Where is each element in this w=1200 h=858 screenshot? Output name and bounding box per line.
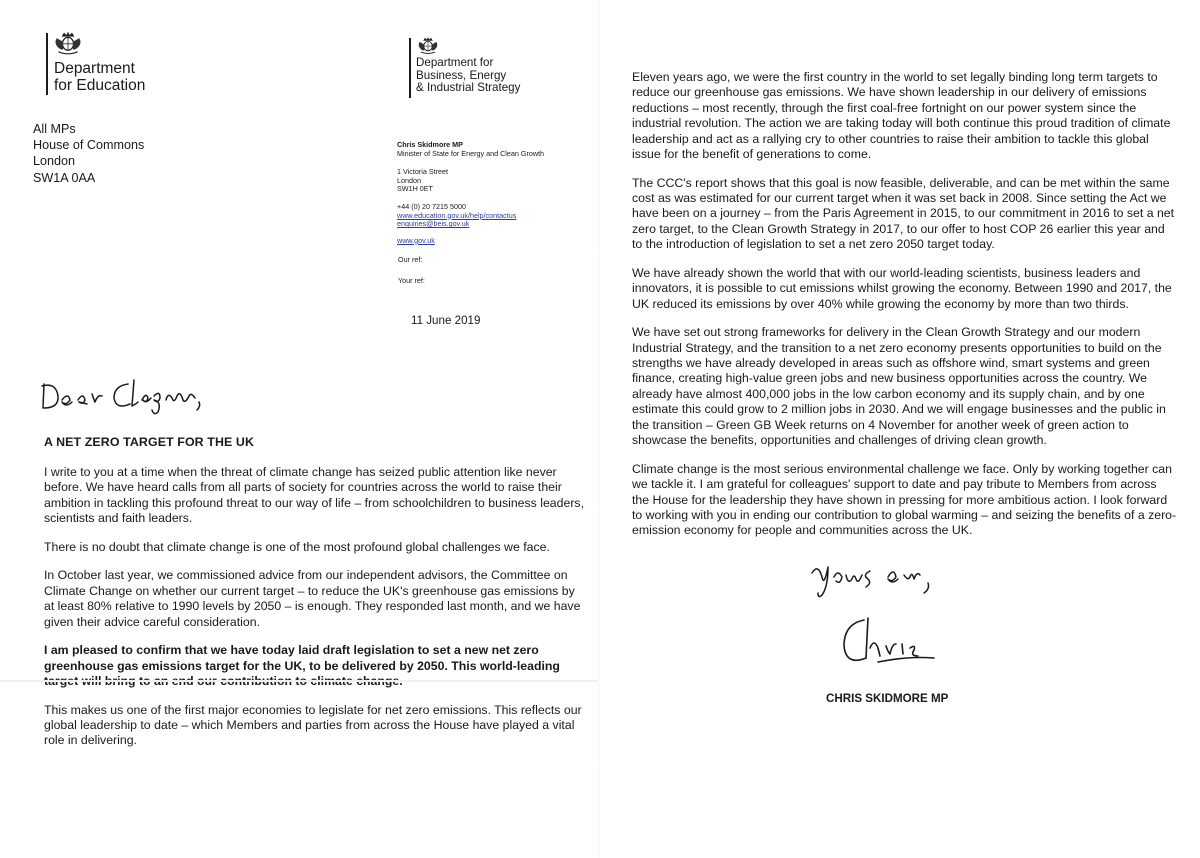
- body-paragraph: The CCC's report shows that this goal is now feasible, deliverable, and can be met within the same cost as was estimated for our current target when it was set back in 2008. Since setting the Act we have been on a journey – from the Paris Agreement in 2015, to our commitment in 2016 to set a net zero target, to the Clean Growth Strategy in 2017, to our offer to host COP 26 earlier this year and to the introduction of legislation to set a net zero 2050 target today.: [632, 175, 1175, 252]
- dfe-crest-icon: [52, 30, 84, 56]
- body-paragraph: We have set out strong frameworks for delivery in the Clean Growth Strategy and our modern Industrial Strategy, and the transition to a net zero economy presents opportunities to build on the strengths we have already developed in areas such as offshore wind, smart systems and green finance, creating high-value green jobs and new business opportunities across the country. We already have almost 400,000 jobs in the low carbon economy and its supply chain, and by one estimate this could grow to 2 million jobs in 2030. And we will engage businesses and the public in the transition – Green GB Week returns on 4 November for another week of green action to showcase the benefits, opportunities and challenges of driving clean growth.: [632, 325, 1166, 448]
- sender-address: 1 Victoria Street London SW1H 0ET: [397, 167, 449, 194]
- body-paragraph: Eleven years ago, we were the first country in the world to set legally binding long term targets to reduce our greenhouse gas emissions. We have shown leadership in our delivery of emissions reductions – most recently, through the first coal-free fortnight on our power system since the industrial revolution. The action we are taking today will both continue this proud tradition of climate leadership and act as a rallying cry to other countries to raise their ambition to tackle this global issue for the benefit of generations to come.: [632, 70, 1171, 162]
- enquiries-email-link[interactable]: enquiries@beis.gov.uk: [397, 219, 470, 229]
- handwritten-closing: [808, 557, 958, 601]
- letter-body-right: [632, 70, 1177, 552]
- recipient-address: [33, 121, 144, 186]
- scan-streak: [0, 680, 600, 682]
- letter-date: 11 June 2019: [411, 314, 481, 327]
- our-ref-label: Our ref:: [398, 255, 423, 265]
- recipient-line: London: [33, 154, 76, 169]
- recipient-line: All MPs: [33, 122, 76, 136]
- sender-contact: [397, 203, 587, 245]
- recipient-line: SW1A 0AA: [33, 170, 96, 185]
- sender-name: Chris Skidmore MP: [397, 140, 463, 149]
- handwritten-signature: [838, 612, 948, 672]
- body-paragraph: In October last year, we commissioned advice from our independent advisors, the Committee on Climate Change on whether our current target – to reduce the UK's greenhouse gas emissions by at least 80% relative to 1990 levels by 2050 – is enough. They responded last month, and we have given their advice careful consideration.: [44, 568, 581, 629]
- body-paragraph-highlight: I am pleased to confirm that we have today laid draft legislation to set a new net zero greenhouse gas emissions target for the UK, to be delivered by 2050. This world-leading: [44, 643, 560, 673]
- contact-us-link[interactable]: www.education.gov.uk/help/contactus: [397, 210, 517, 220]
- gov-uk-link[interactable]: www.gov.uk: [397, 235, 435, 245]
- beis-department-name: Department for Business, Energy & Industrial Strategy: [416, 56, 521, 95]
- recipient-line: House of Commons: [33, 138, 145, 153]
- body-paragraph: I write to you at a time when the threat of climate change has seized public attention like never before. We have heard calls from all parts of society for countries across the world to raise their ambition in tackling this profound threat to our way of life – from schoolchildren to business leaders, scientists and faith leaders.: [44, 465, 584, 526]
- body-paragraph: This makes us one of the first major economies to legislate for net zero emissions. This reflects our global leadership to date – which Members and parties from across the House have played a vital role in delivering.: [44, 702, 582, 748]
- letter-subject: A NET ZERO TARGET FOR THE UK: [44, 435, 254, 449]
- signatory-name: CHRIS SKIDMORE MP: [826, 692, 949, 705]
- letter-body-left: [44, 465, 584, 762]
- body-paragraph: Climate change is the most serious environmental challenge we face. Only by working together can we tackle it. I am grateful for colleagues' support to date and pay tribute to Members from across the House for the leadership they have shown in pressing for more ambitious action. I look forward to working with you in ending our contribution to global warming – and seizing the benefits of a zero-emission economy for people and communities across the UK.: [632, 461, 1177, 538]
- body-paragraph: There is no doubt that climate change is one of the most profound global challenges we face.: [44, 539, 550, 554]
- sender-block: [397, 141, 587, 286]
- beis-crest-icon: [416, 35, 440, 56]
- your-ref-label: Your ref:: [398, 275, 425, 285]
- handwritten-salutation: [34, 372, 214, 418]
- body-paragraph: We have already shown the world that with our world-leading scientists, business leaders and innovators, it is possible to cut emissions whilst growing the economy. Between 1990 and 2017, the UK reduced its emissions by over 40% while growing the economy by more than two thirds.: [632, 265, 1172, 311]
- sender-role: Minister of State for Energy and Clean Growth: [397, 148, 545, 158]
- dfe-department-name: Department for Education: [54, 60, 146, 94]
- sender-phone: +44 (0) 20 7215 5000: [397, 201, 466, 211]
- beis-divider-rule: [409, 38, 411, 98]
- dfe-divider-rule: [46, 33, 48, 95]
